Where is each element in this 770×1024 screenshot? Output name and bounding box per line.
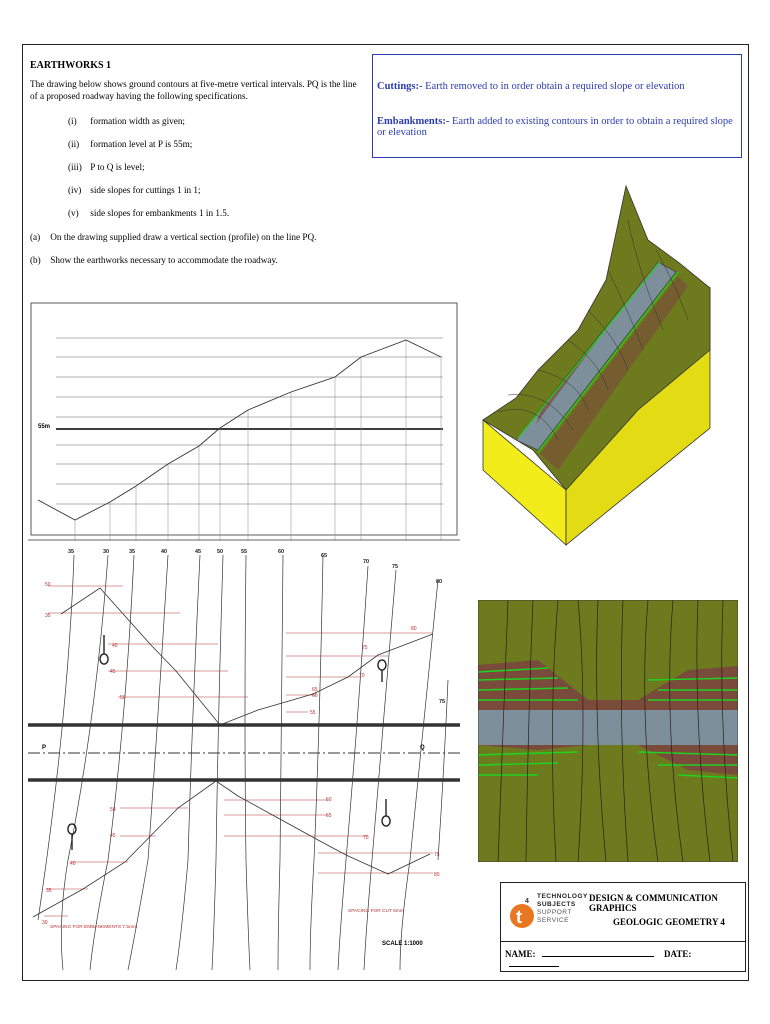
lower-earthworks-outline — [33, 781, 430, 917]
svg-text:30: 30 — [42, 920, 48, 926]
ground-profile-line — [38, 340, 441, 520]
contour-label: 80 — [436, 579, 443, 585]
svg-text:45: 45 — [110, 833, 116, 839]
svg-text:40: 40 — [112, 643, 118, 649]
svg-text:75: 75 — [362, 645, 368, 651]
upper-red-labels — [45, 582, 417, 716]
contour-label: 45 — [195, 549, 202, 555]
svg-text:65: 65 — [312, 687, 318, 693]
embankments-definition: Embankments:- Earth added to existing contours in order to obtain a required slope or elevation — [377, 116, 733, 138]
task-item: (a) On the drawing supplied draw a vertical section (profile) on the line PQ. — [30, 232, 317, 242]
contour-label: 30 — [103, 549, 110, 555]
date-field[interactable] — [509, 966, 559, 967]
p-label: P — [42, 745, 47, 751]
spacing-embankments-note: SPACING FOR EMBANKMENTS 7.5mm — [50, 925, 138, 930]
tss-logo-icon — [509, 890, 535, 934]
logo-text: TECHNOLOGY SUBJECTS SUPPORT SERVICE — [537, 893, 588, 924]
contour-label: 70 — [363, 559, 370, 565]
spec-item: (iv) side slopes for cuttings 1 in 1; — [68, 185, 201, 195]
level-label: 55m — [38, 424, 51, 430]
page-title: EARTHWORKS 1 — [30, 60, 112, 71]
svg-text:35: 35 — [45, 613, 51, 619]
svg-text:55: 55 — [310, 710, 316, 716]
svg-text:80: 80 — [434, 872, 440, 878]
svg-text:50: 50 — [110, 807, 116, 813]
lower-construction-lines — [44, 800, 433, 916]
name-date-row — [505, 949, 745, 969]
svg-text:65: 65 — [326, 813, 332, 819]
upper-earthworks-outline — [61, 588, 433, 725]
profile-level-lines — [56, 338, 443, 504]
intro-text: The drawing below shows ground contours at five-metre vertical intervals. PQ is the line of a proposed roadway having the following specifications. — [30, 79, 357, 101]
sheet-title: GEOLOGIC GEOMETRY 4 — [613, 917, 725, 927]
svg-text:80: 80 — [411, 626, 417, 632]
svg-text:4: 4 — [525, 898, 529, 905]
contour-label: 75 — [439, 699, 446, 705]
terrain-plan-illustration — [478, 600, 738, 862]
cut-fill-symbols — [68, 635, 390, 850]
contour-label: 40 — [161, 549, 168, 555]
earthworks-drawing — [28, 300, 460, 980]
scale-label: SCALE 1:1000 — [382, 941, 423, 947]
spec-item: (v) side slopes for embankments 1 in 1.5. — [68, 208, 230, 218]
contour-label: 60 — [278, 549, 285, 555]
svg-text:50: 50 — [45, 582, 51, 588]
name-field[interactable] — [542, 956, 654, 957]
cuttings-definition: Cuttings:- Earth removed to in order obtain a required slope or elevation — [377, 81, 685, 92]
contour-lines — [38, 555, 448, 970]
svg-text:70: 70 — [359, 673, 365, 679]
spacing-cut-note: SPACING FOR CUT 5mm — [348, 909, 404, 914]
svg-text:35: 35 — [46, 888, 52, 894]
contour-label: 35 — [68, 549, 75, 555]
spec-item: (i) formation width as given; — [68, 116, 185, 126]
title-block-header — [501, 883, 745, 942]
subject-label: DESIGN & COMMUNICATION GRAPHICS — [589, 893, 718, 913]
svg-text:60: 60 — [326, 797, 332, 803]
svg-text:40: 40 — [70, 861, 76, 867]
date-label: DATE: — [664, 949, 692, 959]
svg-text:75: 75 — [434, 852, 440, 858]
definitions-box — [372, 54, 742, 158]
contour-label: 55 — [241, 549, 248, 555]
upper-construction-lines — [48, 586, 432, 712]
svg-text:60: 60 — [312, 693, 318, 699]
lower-red-labels — [42, 797, 440, 926]
contour-label-group — [68, 549, 445, 705]
svg-text:70: 70 — [363, 835, 369, 841]
contour-label: 75 — [392, 564, 399, 570]
terrain-3d-illustration — [478, 180, 746, 552]
svg-text:t: t — [516, 907, 522, 927]
svg-text:50: 50 — [120, 695, 126, 701]
name-label: NAME: — [505, 949, 536, 959]
task-item: (b) Show the earthworks necessary to accommodate the roadway. — [30, 255, 278, 265]
contour-label: 35 — [129, 549, 136, 555]
profile-projectors — [75, 340, 441, 540]
q-label: Q — [420, 745, 425, 751]
contour-label: 65 — [321, 553, 328, 559]
spec-item: (ii) formation level at P is 55m; — [68, 139, 193, 149]
svg-text:45: 45 — [110, 669, 116, 675]
title-block — [500, 882, 746, 972]
spec-item: (iii) P to Q is level; — [68, 162, 145, 172]
contour-label: 50 — [217, 549, 224, 555]
